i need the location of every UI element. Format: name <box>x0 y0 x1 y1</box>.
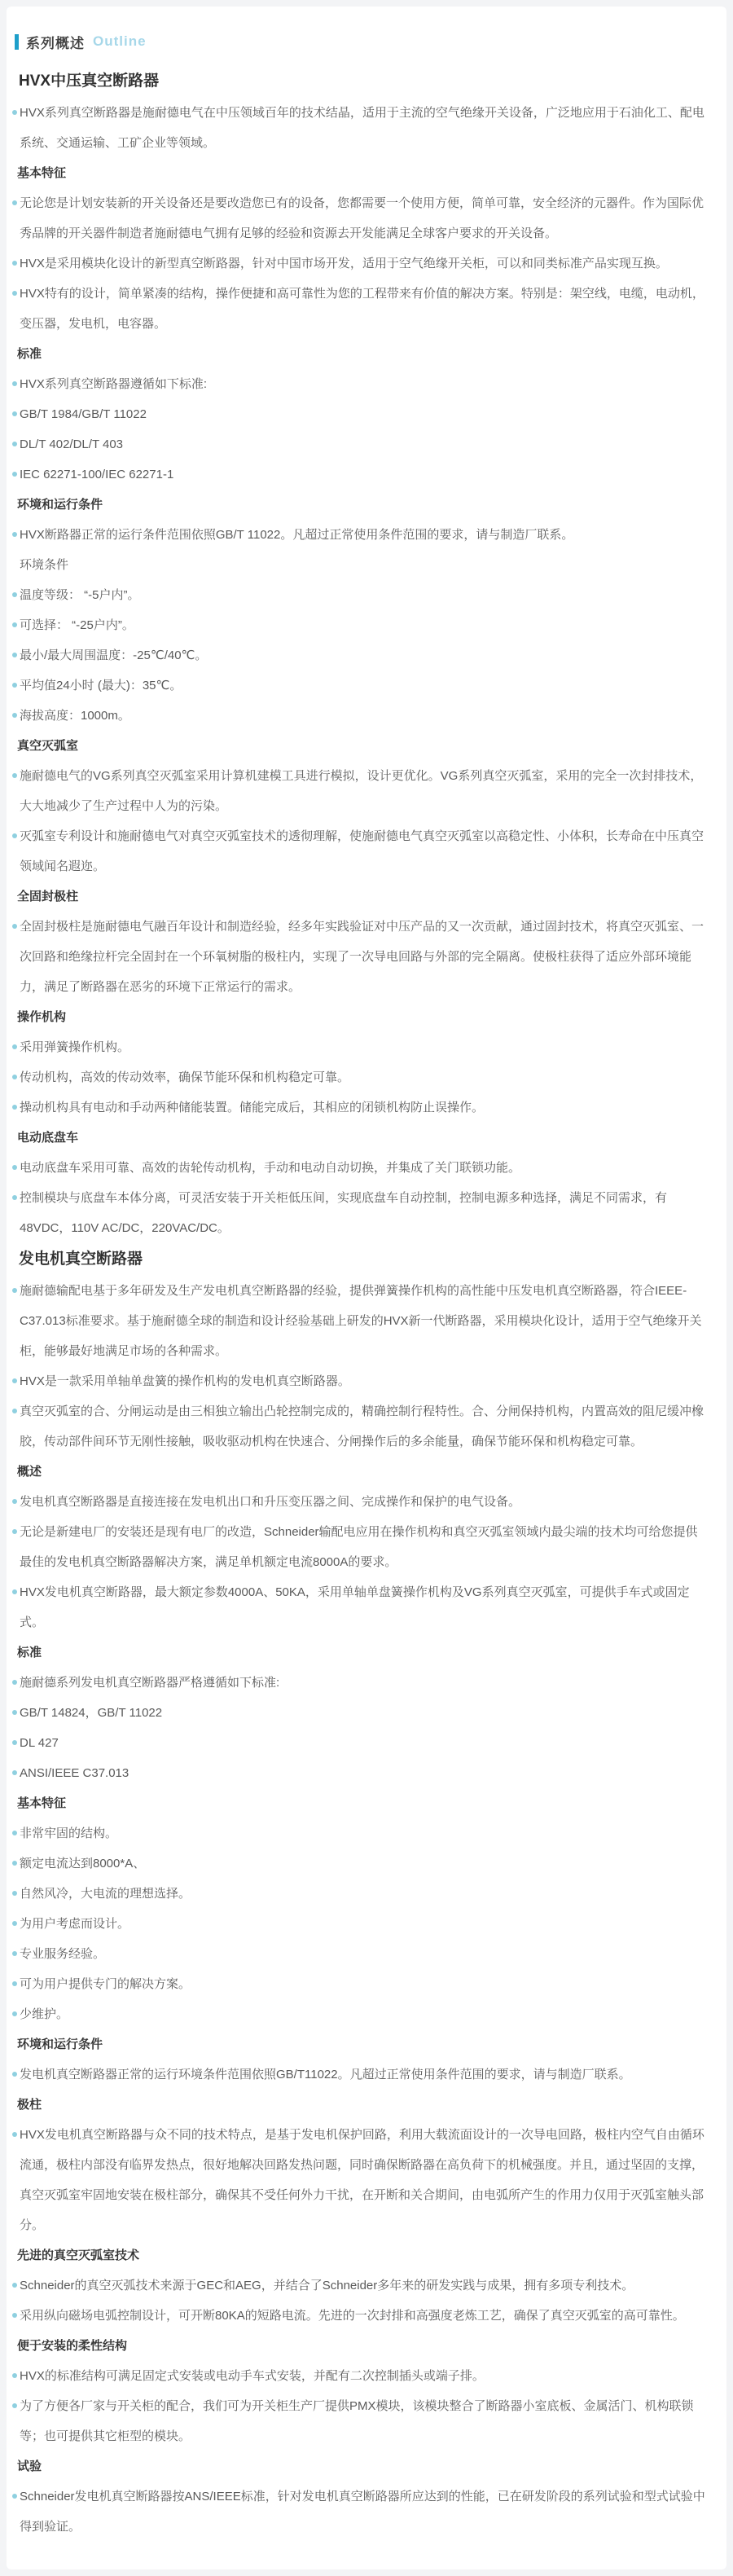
bullet-dot-icon <box>12 1075 17 1079</box>
bullet-item: 非常牢固的结构。 <box>7 1818 709 1848</box>
bullet-item: DL/T 402/DL/T 403 <box>7 429 709 459</box>
bullet-dot-icon <box>12 1891 17 1896</box>
bullet-item: 无论是新建电厂的安装还是现有电厂的改造，Schneider输配电应用在操作机构和真空灭弧室领域内最尖端的技术均可给您提供最佳的发电机真空断路器解决方案，满足单机额定电流8000A的要求。 <box>7 1517 709 1577</box>
bullet-item: HVX的标准结构可满足固定式安装或电动手车式安装，并配有二次控制插头或端子排。 <box>7 2361 709 2391</box>
bullet-item: HVX发电机真空断路器与众不同的技术特点，是基于发电机保护回路，利用大载流面设计的一次导电回路，极柱内空气自由循环流通，极柱内部没有临界发热点，很好地解决回路发热问题，同时确保断路器在高负荷下的机械强度。并且，通过坚固的支撑，真空灭弧室牢固地安装在极柱部分，确保其不受任何外力干扰，在开断和关合期间，由电弧所产生的作用力仅用于灭弧室触头部分。 <box>7 2120 709 2240</box>
bullet-item: HVX系列真空断路器是施耐德电气在中压领域百年的技术结晶，适用于主流的空气绝缘开关设备，广泛地应用于石油化工、配电系统、交通运输、工矿企业等领域。 <box>7 98 709 158</box>
bullet-dot-icon <box>12 381 17 386</box>
bullet-item: 施耐德输配电基于多年研发及生产发电机真空断路器的经验，提供弹簧操作机构的高性能中压发电机真空断路器，符合IEEE-C37.013标准要求。基于施耐德全球的制造和设计经验基础上研发的HVX新一代断路器，采用模块化设计，适用于空气绝缘开关柜，能够最好地满足市场的各种需求。 <box>7 1276 709 1366</box>
bullet-item: 为用户考虑而设计。 <box>7 1909 709 1939</box>
sub-heading: 标准 <box>17 347 42 361</box>
bullet-item: 控制模块与底盘车本体分离，可灵活安装于开关柜低压间，实现底盘车自动控制，控制电源多种选择，满足不同需求，有48VDC，110V AC/DC，220VAC/DC。 <box>7 1183 709 1243</box>
sub-heading: 操作机构 <box>17 1010 67 1024</box>
bullet-dot-icon <box>12 683 17 688</box>
bullet-item: 专业服务经验。 <box>7 1939 709 1969</box>
bullet-dot-icon <box>12 1710 17 1715</box>
bullet-item: 自然风冷，大电流的理想选择。 <box>7 1879 709 1909</box>
bullet-item: HVX发电机真空断路器，最大额定参数4000A、50KA，采用单轴单盘簧操作机构及VG系列真空灭弧室，可提供手车式或固定式。 <box>7 1577 709 1637</box>
bullet-dot-icon <box>12 1680 17 1685</box>
bullet-dot-icon <box>12 924 17 929</box>
bullet-item: DL 427 <box>7 1728 709 1758</box>
bullet-item: 全固封极柱是施耐德电气融百年设计和制造经验，经多年实践验证对中压产品的又一次贡献，通过固封技术，将真空灭弧室、一次回路和绝缘拉杆完全固封在一个环氧树脂的极柱内，实现了一次导电回路与外部的完全隔离。使极柱获得了适应外部环境能力，满足了断路器在恶劣的环境下正常运行的需求。 <box>7 912 709 1002</box>
bullet-dot-icon <box>12 592 17 597</box>
bullet-dot-icon <box>12 110 17 115</box>
bullet-dot-icon <box>12 2494 17 2499</box>
sub-heading: 标准 <box>17 1646 42 1659</box>
bullet-item: 可选择： “-25户内”。 <box>7 610 709 640</box>
sub-heading: 概述 <box>17 1465 42 1479</box>
bullet-dot-icon <box>12 1861 17 1866</box>
bullet-dot-icon <box>12 1378 17 1383</box>
accent-bar <box>15 34 19 50</box>
bullet-dot-icon <box>12 1529 17 1534</box>
bullet-item: 为了方便各厂家与开关柜的配合，我们可为开关柜生产厂提供PMX模块，该模块整合了断路器小室底板、金属活门、机构联锁等；也可提供其它柜型的模块。 <box>7 2391 709 2451</box>
bullet-item: Schneider发电机真空断路器按ANS/IEEE标准，针对发电机真空断路器所应达到的性能，已在研发阶段的系列试验和型式试验中得到验证。 <box>7 2481 709 2542</box>
bullet-dot-icon <box>12 2072 17 2077</box>
bullet-item: 最小/最大周围温度：-25℃/40℃。 <box>7 640 709 670</box>
bullet-item: 无论您是计划安装新的开关设备还是要改造您已有的设备，您都需要一个使用方便，简单可靠，安全经济的元器件。作为国际优秀品牌的开关器件制造者施耐德电气拥有足够的经验和资源去开发能满足全球客户要求的开关设备。 <box>7 188 709 248</box>
bullet-item: 采用弹簧操作机构。 <box>7 1032 709 1062</box>
bullet-dot-icon <box>12 833 17 838</box>
bullet-dot-icon <box>12 1740 17 1745</box>
sub-heading: 基本特征 <box>17 1796 67 1810</box>
bullet-item: 少维护。 <box>7 1999 709 2029</box>
bullet-dot-icon <box>12 2283 17 2288</box>
bullet-item: HVX断路器正常的运行条件范围依照GB/T 11022。凡超过正常使用条件范围的要求，请与制造厂联系。 <box>7 520 709 550</box>
bullet-dot-icon <box>12 200 17 205</box>
bullet-dot-icon <box>12 1288 17 1293</box>
bullet-item: HVX是一款采用单轴单盘簧的操作机构的发电机真空断路器。 <box>7 1366 709 1396</box>
bullet-dot-icon <box>12 2011 17 2016</box>
bullet-item: HVX特有的设计，简单紧凑的结构，操作便捷和高可靠性为您的工程带来有价值的解决方案。特别是：架空线，电缆，电动机，变压器，发电机，电容器。 <box>7 279 709 339</box>
sub-heading: 便于安装的柔性结构 <box>17 2339 128 2353</box>
document-heading: HVX中压真空断路器 <box>19 73 160 90</box>
bullet-dot-icon <box>12 1499 17 1504</box>
section-title-en: Outline <box>93 33 147 49</box>
paragraph: 环境条件 <box>20 558 69 572</box>
sub-heading: 真空灭弧室 <box>17 739 79 753</box>
bullet-dot-icon <box>12 2373 17 2378</box>
bullet-item: 传动机构，高效的传动效率，确保节能环保和机构稳定可靠。 <box>7 1062 709 1092</box>
bullet-item: 采用纵向磁场电弧控制设计，可开断80KA的短路电流。先进的一次封排和高强度老炼工艺，确保了真空灭弧室的高可靠性。 <box>7 2301 709 2331</box>
bullet-dot-icon <box>12 291 17 296</box>
bullet-dot-icon <box>12 1409 17 1413</box>
bullet-dot-icon <box>12 472 17 477</box>
bullet-dot-icon <box>12 2313 17 2318</box>
bullet-item: 额定电流达到8000*A、 <box>7 1848 709 1879</box>
bullet-dot-icon <box>12 1195 17 1200</box>
bullet-item: 真空灭弧室的合、分闸运动是由三相独立输出凸轮控制完成的，精确控制行程特性。合、分闸保持机构，内置高效的阻尼缓冲橡胶，传动部件间环节无刚性接触，吸收驱动机构在快速合、分闸操作后的多余能量，确保节能环保和机构稳定可靠。 <box>7 1396 709 1457</box>
bullet-item: 可为用户提供专门的解决方案。 <box>7 1969 709 1999</box>
sub-heading: 全固封极柱 <box>17 890 79 903</box>
bullet-dot-icon <box>12 1044 17 1049</box>
bullet-dot-icon <box>12 1921 17 1926</box>
bullet-dot-icon <box>12 411 17 416</box>
bullet-item: 平均值24小时 (最大)：35℃。 <box>7 670 709 701</box>
bullet-dot-icon <box>12 532 17 537</box>
sub-heading: 先进的真空灭弧室技术 <box>17 2249 140 2262</box>
content-blocks <box>7 65 709 2542</box>
sub-heading: 试验 <box>17 2460 42 2473</box>
bullet-item: Schneider的真空灭弧技术来源于GEC和AEG，并结合了Schneider多年来的研发实践与成果，拥有多项专利技术。 <box>7 2270 709 2301</box>
section-title-zh: 系列概述 <box>26 35 85 51</box>
bullet-item: ANSI/IEEE C37.013 <box>7 1758 709 1788</box>
sub-heading: 基本特征 <box>17 166 67 180</box>
bullet-dot-icon <box>12 773 17 778</box>
bullet-item: HVX是采用模块化设计的新型真空断路器，针对中国市场开发，适用于空气绝缘开关柜，可以和同类标准产品实现互换。 <box>7 248 709 279</box>
bullet-item: 电动底盘车采用可靠、高效的齿轮传动机构，手动和电动自动切换，并集成了关门联锁功能。 <box>7 1153 709 1183</box>
bullet-item: HVX系列真空断路器遵循如下标准: <box>7 369 709 399</box>
bullet-dot-icon <box>12 261 17 266</box>
bullet-item: GB/T 1984/GB/T 11022 <box>7 399 709 429</box>
bullet-item: 施耐德系列发电机真空断路器严格遵循如下标准: <box>7 1668 709 1698</box>
bullet-dot-icon <box>12 1981 17 1986</box>
bullet-item: 海拔高度：1000m。 <box>7 701 709 731</box>
bullet-dot-icon <box>12 1770 17 1775</box>
document-heading: 发电机真空断路器 <box>19 1251 143 1268</box>
bullet-dot-icon <box>12 1589 17 1594</box>
section-header <box>7 31 709 52</box>
content-card <box>7 7 726 2569</box>
bullet-dot-icon <box>12 1105 17 1110</box>
bullet-item: 施耐德电气的VG系列真空灭弧室采用计算机建模工具进行模拟，设计更优化。VG系列真空灭弧室，采用的完全一次封排技术，大大地减少了生产过程中人为的污染。 <box>7 761 709 821</box>
bullet-dot-icon <box>12 2403 17 2408</box>
bullet-dot-icon <box>12 713 17 718</box>
bullet-dot-icon <box>12 2132 17 2137</box>
bullet-dot-icon <box>12 622 17 627</box>
bullet-item: 温度等级： “-5户内”。 <box>7 580 709 610</box>
bullet-item: 发电机真空断路器正常的运行环境条件范围依照GB/T11022。凡超过正常使用条件范围的要求，请与制造厂联系。 <box>7 2059 709 2090</box>
bullet-dot-icon <box>12 1831 17 1835</box>
sub-heading: 环境和运行条件 <box>17 2038 103 2051</box>
bullet-dot-icon <box>12 1951 17 1956</box>
document-page <box>0 7 733 2569</box>
bullet-item: IEC 62271-100/IEC 62271-1 <box>7 459 709 490</box>
bullet-item: 灭弧室专利设计和施耐德电气对真空灭弧室技术的透彻理解，使施耐德电气真空灭弧室以高稳定性、小体积，长寿命在中压真空领域闻名遐迩。 <box>7 821 709 881</box>
sub-heading: 极柱 <box>17 2098 42 2112</box>
bullet-dot-icon <box>12 653 17 657</box>
bullet-dot-icon <box>12 1165 17 1170</box>
bullet-item: 操动机构具有电动和手动两种储能装置。储能完成后，其相应的闭锁机构防止误操作。 <box>7 1092 709 1123</box>
bullet-item: 发电机真空断路器是直接连接在发电机出口和升压变压器之间、完成操作和保护的电气设备。 <box>7 1487 709 1517</box>
bullet-dot-icon <box>12 442 17 446</box>
sub-heading: 电动底盘车 <box>17 1131 79 1145</box>
sub-heading: 环境和运行条件 <box>17 498 103 512</box>
bullet-item: GB/T 14824，GB/T 11022 <box>7 1698 709 1728</box>
